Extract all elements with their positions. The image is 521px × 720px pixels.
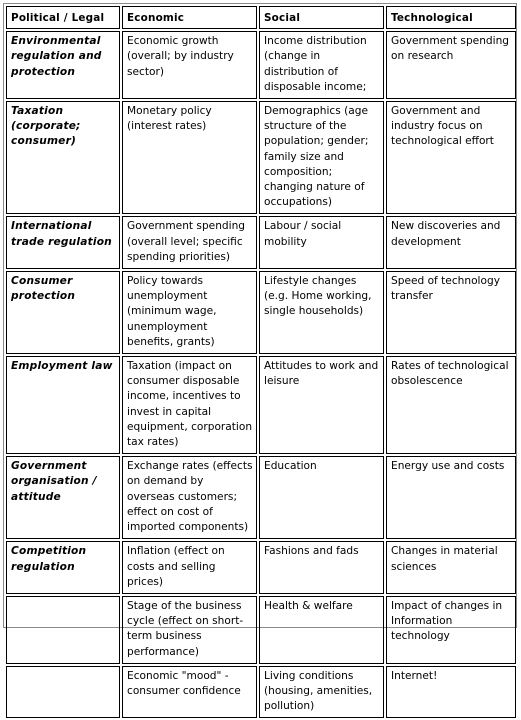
header-economic: Economic	[122, 6, 257, 29]
header-row	[6, 6, 516, 29]
political-cell: Environmental regulation and protection	[6, 31, 120, 99]
table-row	[6, 541, 516, 594]
social-cell: Living conditions (housing, amenities, pollution)	[259, 666, 384, 719]
header-political-legal: Political / Legal	[6, 6, 120, 29]
social-cell: Education	[259, 456, 384, 539]
table-row	[6, 666, 516, 719]
political-cell: Consumer protection	[6, 271, 120, 354]
social-cell: Fashions and fads	[259, 541, 384, 594]
technological-cell: Energy use and costs	[386, 456, 516, 539]
technological-cell: Government and industry focus on technological effort	[386, 101, 516, 214]
political-cell: International trade regulation	[6, 216, 120, 269]
table-row	[6, 456, 516, 539]
political-cell: Government organisation / attitude	[6, 456, 120, 539]
economic-cell: Economic growth (overall; by industry sector)	[122, 31, 257, 99]
table-row	[6, 31, 516, 99]
technological-cell: Government spending on research	[386, 31, 516, 99]
social-cell: Health & welfare	[259, 596, 384, 664]
table-row	[6, 596, 516, 664]
technological-cell: Internet!	[386, 666, 516, 719]
political-cell: Employment law	[6, 356, 120, 454]
table-row	[6, 101, 516, 214]
technological-cell: Impact of changes in Information technology	[386, 596, 516, 664]
social-cell: Attitudes to work and leisure	[259, 356, 384, 454]
technological-cell: Rates of technological obsolescence	[386, 356, 516, 454]
header-social: Social	[259, 6, 384, 29]
economic-cell: Exchange rates (effects on demand by overseas customers; effect on cost of imported components)	[122, 456, 257, 539]
header-technological: Technological	[386, 6, 516, 29]
economic-cell: Monetary policy (interest rates)	[122, 101, 257, 214]
social-cell: Income distribution (change in distribution of disposable income;	[259, 31, 384, 99]
political-cell	[6, 666, 120, 719]
economic-cell: Economic "mood" - consumer confidence	[122, 666, 257, 719]
economic-cell: Government spending (overall level; specific spending priorities)	[122, 216, 257, 269]
social-cell: Lifestyle changes (e.g. Home working, single households)	[259, 271, 384, 354]
economic-cell: Taxation (impact on consumer disposable income, incentives to invest in capital equipment, corporation tax rates)	[122, 356, 257, 454]
table-row	[6, 216, 516, 269]
political-cell: Competition regulation	[6, 541, 120, 594]
economic-cell: Stage of the business cycle (effect on short-term business performance)	[122, 596, 257, 664]
technological-cell: New discoveries and development	[386, 216, 516, 269]
economic-cell: Policy towards unemployment (minimum wage, unemployment benefits, grants)	[122, 271, 257, 354]
technological-cell: Changes in material sciences	[386, 541, 516, 594]
table-row	[6, 271, 516, 354]
political-cell	[6, 596, 120, 664]
political-cell: Taxation (corporate; consumer)	[6, 101, 120, 214]
economic-cell: Inflation (effect on costs and selling prices)	[122, 541, 257, 594]
pest-analysis-table	[4, 4, 518, 720]
social-cell: Labour / social mobility	[259, 216, 384, 269]
social-cell: Demographics (age structure of the population; gender; family size and composition; changing nature of occupations)	[259, 101, 384, 214]
table-row	[6, 356, 516, 454]
technological-cell: Speed of technology transfer	[386, 271, 516, 354]
